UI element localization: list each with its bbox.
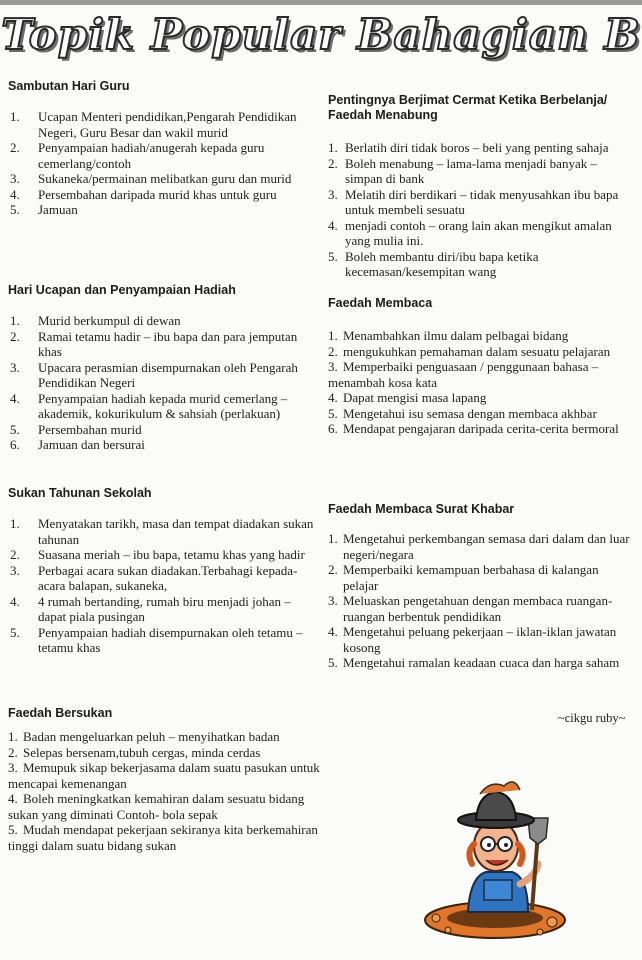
list-item xyxy=(8,745,320,761)
list-sambutan xyxy=(8,109,320,218)
page-title-text: Topik Popular Bahagian B xyxy=(1,9,641,59)
list-item xyxy=(328,328,634,344)
list-item xyxy=(8,760,320,791)
list-sukan xyxy=(8,516,320,656)
list-item-text: Penyampaian hadiah/anugerah kepada guru cemerlang/contoh xyxy=(38,140,265,171)
list-item-number: 3. xyxy=(328,359,338,374)
list-item-number: 1. xyxy=(328,328,338,343)
list-membaca xyxy=(328,328,634,437)
list-item-number: 2. xyxy=(328,155,338,171)
list-item xyxy=(328,344,634,360)
list-item xyxy=(8,791,320,822)
list-item-text: Memperbaiki kemampuan berbahasa di kalangan pelajar xyxy=(343,562,599,593)
list-item-number: 4. xyxy=(10,593,20,609)
list-item xyxy=(8,187,320,203)
top-bar xyxy=(0,0,642,5)
list-item-number: 2. xyxy=(328,343,338,359)
list-item-text: Mendapat pengajaran daripada cerita-cerita bermoral xyxy=(343,421,619,436)
list-item xyxy=(8,729,320,745)
list-item-text: Boleh membantu diri/ibu bapa ketika kecemasan/kesempitan wang xyxy=(345,248,539,279)
list-item-number: 4. xyxy=(328,217,338,233)
list-item-number: 6. xyxy=(328,421,338,436)
list-item-number: 6. xyxy=(10,437,20,452)
list-item-text: Mengetahui ramalan keadaan cuaca dan harga saham xyxy=(343,655,620,670)
list-item-text: Menyatakan tarikh, masa dan tempat diadakan sukan tahunan xyxy=(38,516,314,547)
list-item-text: Mengetahui isu semasa dengan membaca akhbar xyxy=(343,405,597,421)
gardener-mascot-illustration xyxy=(420,772,570,942)
list-item-number: 2. xyxy=(8,744,18,760)
list-item-text: Murid berkumpul di dewan xyxy=(38,313,181,328)
list-item-text: Penyampaian hadiah kepada murid cemerlang – akademik, kokurikulum & sahsiah (perlakuan) xyxy=(38,390,288,421)
section-heading-berjimat: Pentingnya Berjimat Cermat Ketika Berbelanja/ Faedah Menabung xyxy=(328,93,608,122)
list-item xyxy=(328,531,634,562)
list-surat-khabar xyxy=(328,531,634,671)
list-item-number: 1. xyxy=(10,313,20,328)
list-item-number: 3. xyxy=(10,562,20,578)
list-item xyxy=(8,391,320,422)
list-item-number: 4. xyxy=(10,390,20,406)
list-item-text: Dapat mengisi masa lapang xyxy=(343,390,487,405)
list-item-number: 3. xyxy=(8,760,18,775)
list-item xyxy=(8,360,320,391)
list-item xyxy=(8,625,320,656)
list-item-text: Memperbaiki penguasaan / penggunaan bahasa –menambah kosa kata xyxy=(328,359,599,390)
list-item-text: Boleh meningkatkan kemahiran dalam sesuatu bidang sukan yang diminati Contoh- bola sepak xyxy=(8,791,305,822)
list-item xyxy=(328,390,634,406)
list-item-number: 1. xyxy=(328,531,338,546)
list-item xyxy=(328,593,634,624)
list-item-number: 5. xyxy=(328,655,338,670)
list-item-text: Mudah mendapat pekerjaan sekiranya kita berkemahiran tinggi dalam suatu bidang sukan xyxy=(8,822,318,853)
list-item xyxy=(8,422,320,438)
list-item-number: 3. xyxy=(328,186,338,202)
list-item-text: Menambahkan ilmu dalam pelbagai bidang xyxy=(343,328,569,343)
list-item-number: 4. xyxy=(10,186,20,202)
list-item-number: 5. xyxy=(328,405,338,421)
list-item xyxy=(8,329,320,360)
section-heading-sukan: Sukan Tahunan Sekolah xyxy=(8,486,152,500)
list-item-number: 1. xyxy=(10,109,20,124)
list-item xyxy=(8,437,320,453)
signature: ~cikgu ruby~ xyxy=(558,711,626,725)
list-item-text: Berlatih diri tidak boros – beli yang penting sahaja xyxy=(345,140,609,155)
list-item xyxy=(8,822,320,853)
list-hari-ucapan xyxy=(8,313,320,453)
list-item xyxy=(328,156,634,187)
list-item-text: Persembahan murid xyxy=(38,421,142,437)
list-item-number: 1. xyxy=(10,516,20,531)
list-item xyxy=(8,140,320,171)
list-item-number: 5. xyxy=(10,624,20,640)
list-item-number: 4. xyxy=(8,791,18,806)
list-item xyxy=(8,547,320,563)
list-item-text: Selepas bersenam,tubuh cergas, minda cerdas xyxy=(23,744,261,760)
list-item-text: Sukaneka/permainan melibatkan guru dan murid xyxy=(38,171,292,186)
list-item-number: 3. xyxy=(10,359,20,375)
list-item-number: 2. xyxy=(10,547,20,562)
list-item-text: Ramai tetamu hadir – ibu bapa dan para jemputan khas xyxy=(38,328,298,359)
section-heading-bersukan: Faedah Bersukan xyxy=(8,706,113,720)
section-heading-hari-ucapan: Hari Ucapan dan Penyampaian Hadiah xyxy=(8,283,236,297)
list-item xyxy=(328,562,634,593)
list-item xyxy=(8,594,320,625)
list-item-text: Jamuan xyxy=(38,202,78,217)
list-item-text: Persembahan daripada murid khas untuk guru xyxy=(38,186,277,202)
list-item xyxy=(8,516,320,547)
list-item-text: menjadi contoh – orang lain akan mengikut amalan yang mulia ini. xyxy=(345,217,612,248)
list-item-number: 1. xyxy=(8,729,18,744)
list-berjimat xyxy=(328,140,634,280)
list-item-text: 4 rumah bertanding, rumah biru menjadi johan – dapat piala pusingan xyxy=(38,593,291,624)
list-item xyxy=(8,563,320,594)
list-item-number: 2. xyxy=(10,328,20,344)
list-item xyxy=(328,406,634,422)
list-item-text: Mengetahui perkembangan semasa dari dalam dan luar negeri/negara xyxy=(343,531,630,562)
list-item xyxy=(8,202,320,218)
list-item-number: 3. xyxy=(328,593,338,608)
list-item xyxy=(328,187,634,218)
list-item xyxy=(8,109,320,140)
list-item-text: Jamuan dan bersurai xyxy=(38,437,145,452)
list-item-text: Ucapan Menteri pendidikan,Pengarah Pendidikan Negeri, Guru Besar dan wakil murid xyxy=(38,109,297,140)
list-bersukan xyxy=(8,729,320,853)
list-item xyxy=(328,359,634,390)
list-item-number: 3. xyxy=(10,171,20,186)
section-heading-sambutan: Sambutan Hari Guru xyxy=(8,79,130,93)
list-item xyxy=(328,140,634,156)
list-item xyxy=(8,313,320,329)
list-item xyxy=(328,655,634,671)
list-item-text: Upacara perasmian disempurnakan oleh Pengarah Pendidikan Negeri xyxy=(38,359,298,390)
section-heading-membaca: Faedah Membaca xyxy=(328,296,433,310)
list-item-number: 5. xyxy=(10,421,20,437)
list-item-number: 1. xyxy=(328,140,338,155)
list-item-text: Meluaskan pengetahuan dengan membaca ruangan-ruangan berbentuk pendidikan xyxy=(343,593,613,624)
list-item-text: Penyampaian hadiah disempurnakan oleh tetamu – tetamu khas xyxy=(38,624,303,655)
list-item-number: 5. xyxy=(328,248,338,264)
list-item xyxy=(328,421,634,437)
list-item-text: mengukuhkan pemahaman dalam sesuatu pelajaran xyxy=(343,343,611,359)
list-item-text: Perbagai acara sukan diadakan.Terbahagi kepada- acara balapan, sukaneka, xyxy=(38,562,298,593)
list-item xyxy=(8,171,320,187)
page-title xyxy=(0,8,642,60)
section-heading-surat-khabar: Faedah Membaca Surat Khabar xyxy=(328,502,515,516)
list-item-text: Badan mengeluarkan peluh – menyihatkan badan xyxy=(23,729,280,744)
list-item-number: 2. xyxy=(328,562,338,577)
list-item-number: 5. xyxy=(8,822,18,837)
list-item-number: 2. xyxy=(10,140,20,155)
list-item-text: Memupuk sikap bekerjasama dalam suatu pasukan untuk mencapai kemenangan xyxy=(8,760,320,791)
list-item-text: Boleh menabung – lama-lama menjadi banyak –simpan di bank xyxy=(345,155,597,186)
list-item xyxy=(328,218,634,249)
list-item-text: Suasana meriah – ibu bapa, tetamu khas yang hadir xyxy=(38,547,305,562)
list-item-number: 5. xyxy=(10,202,20,217)
list-item xyxy=(328,249,634,280)
list-item-number: 4. xyxy=(328,390,338,405)
list-item-text: Mengetahui peluang pekerjaan – iklan-iklan jawatan kosong xyxy=(343,624,617,655)
list-item-text: Melatih diri berdikari – tidak menyusahkan ibu bapa untuk membeli sesuatu xyxy=(345,186,619,217)
list-item-number: 4. xyxy=(328,624,338,639)
list-item xyxy=(328,624,634,655)
